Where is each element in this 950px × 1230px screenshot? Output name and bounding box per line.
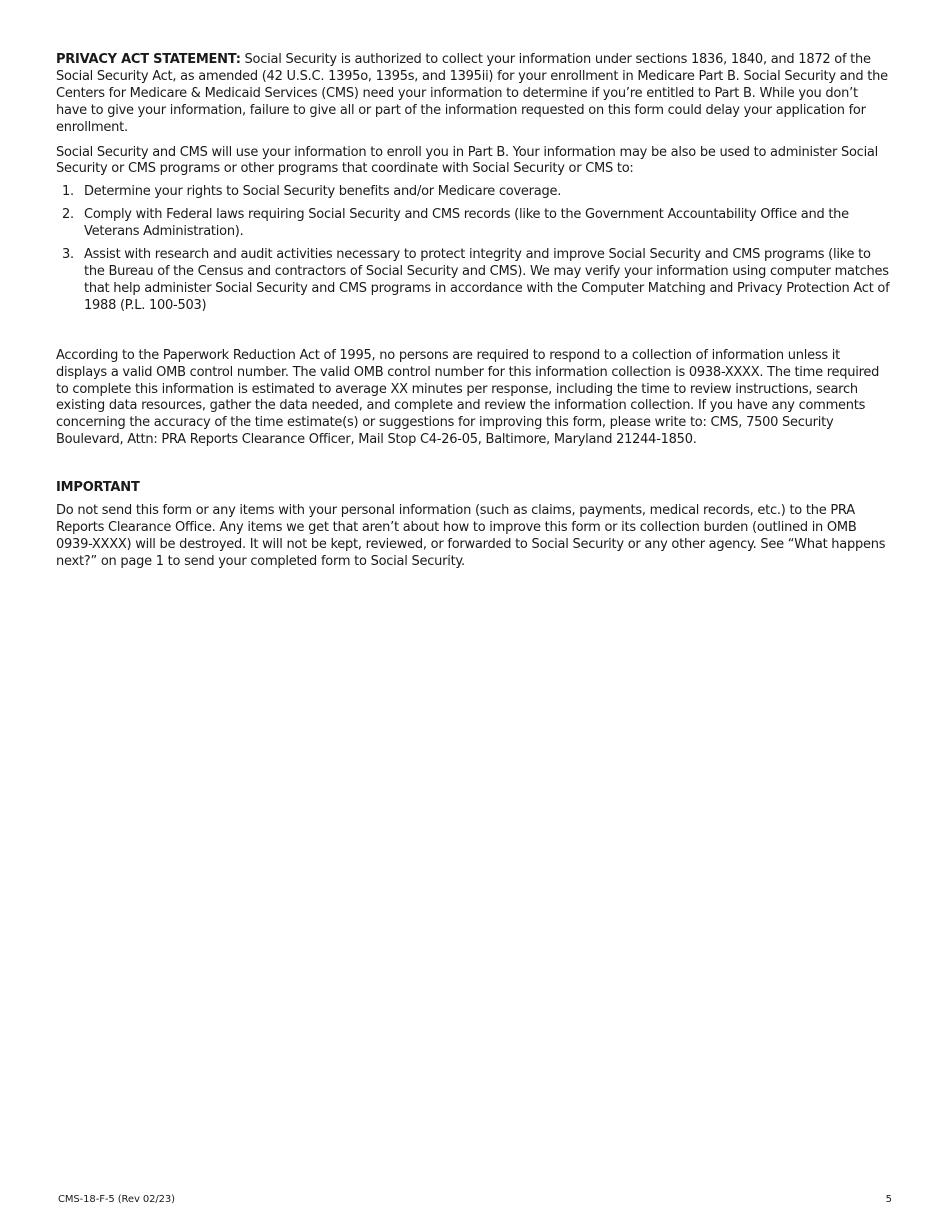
list-item-text: Assist with research and audit activities necessary to protect integrity and improve Social Security and CMS programs (like to the Bureau of the Census and contractors of Social Security and CMS). We may verify your information using computer matches that help administer Social Security and CMS programs in accordance with the Computer Matching and Privacy Protection Act of 1988 (P.L. 100-503)	[84, 247, 890, 313]
page-number: 5	[885, 1194, 892, 1205]
list-item	[56, 184, 890, 201]
list-item-number: 1.	[62, 184, 74, 200]
document-body	[56, 52, 890, 571]
privacy-act-statement	[56, 52, 890, 137]
list-item	[56, 207, 890, 241]
privacy-act-lead: PRIVACY ACT STATEMENT:	[56, 52, 241, 67]
list-item	[56, 247, 890, 315]
list-item-text: Determine your rights to Social Security benefits and/or Medicare coverage.	[84, 184, 562, 200]
list-item-number: 2.	[62, 207, 74, 223]
form-id: CMS-18-F-5 (Rev 02/23)	[58, 1194, 175, 1205]
uses-list	[56, 184, 890, 314]
important-body: Do not send this form or any items with your personal information (such as claims, payments, medical records, etc.) to the PRA Reports Clearance Office. Any items we get that aren’t about how to improve this form or its collection burden (outlined in OMB 0939-XXXX) will be destroyed. It will not be kept, reviewed, or forwarded to Social Security or any other agency. See “What happens next?” on page 1 to send your completed form to Social Security.	[56, 503, 886, 569]
uses-intro: Social Security and CMS will use your information to enroll you in Part B. Your information may be also be used to administer Social Security or CMS programs or other programs that coordinate with Social Security or CMS to:	[56, 144, 879, 177]
privacy-act-body: Social Security is authorized to collect your information under sections 1836, 1840, and 1872 of the Social Security Act, as amended (42 U.S.C. 1395o, 1395s, and 1395ii) for your enrollment in Medicare Part B. Social Security and the Centers for Medicare & Medicaid Services (CMS) need your information to determine if you’re entitled to Part B. While you don’t have to give your information, failure to give all or part of the information requested on this form could delay your application for enrollment.	[56, 52, 888, 135]
important-heading: IMPORTANT	[56, 480, 140, 496]
paperwork-reduction-act-statement: According to the Paperwork Reduction Act of 1995, no persons are required to respond to a collection of information unless it displays a valid OMB control number. The valid OMB control number for this information collection is 0938-XXXX. The time required to complete this information is estimated to average XX minutes per response, including the time to review instructions, search existing data resources, gather the data needed, and complete and review the information collection. If you have any comments concerning the accuracy of the time estimate(s) or suggestions for improving this form, please write to: CMS, 7500 Security Boulevard, Attn: PRA Reports Clearance Officer, Mail Stop C4-26-05, Baltimore, Maryland 21244-1850.	[56, 347, 880, 448]
list-item-number: 3.	[62, 247, 74, 263]
list-item-text: Comply with Federal laws requiring Social Security and CMS records (like to the Government Accountability Office and the Veterans Administration).	[84, 207, 849, 240]
